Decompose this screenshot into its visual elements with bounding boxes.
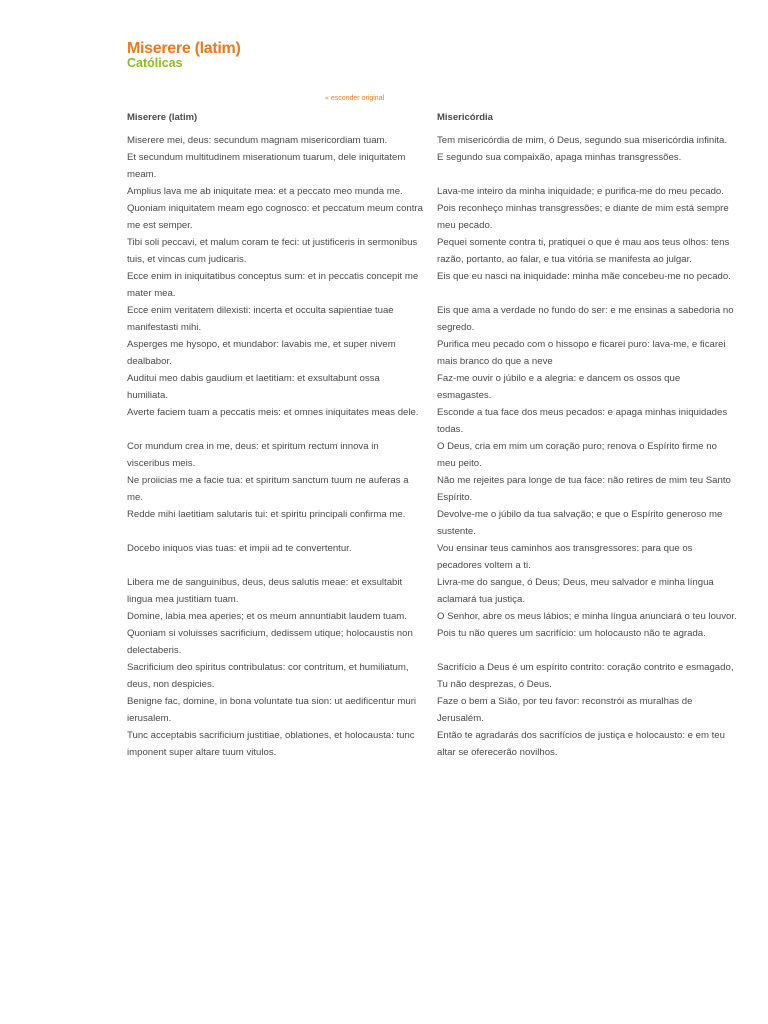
verse-row [127, 149, 737, 183]
translated-verse: Eis que eu nasci na iniquidade: minha mãe concebeu-me no pecado. [437, 271, 731, 282]
verse-row [127, 234, 737, 268]
original-verse: Benigne fac, domine, in bona voluntate tua sion: ut aedificentur muri ierusalem. [127, 696, 417, 724]
verse-row [127, 727, 737, 761]
translated-verse: Faze o bem a Sião, por teu favor: reconstrói as muralhas de Jerusalém. [437, 696, 693, 724]
original-verse: Quoniam iniquitatem meam ego cognosco: et peccatum meum contra me est semper. [127, 203, 423, 231]
translated-verse: Esconde a tua face dos meus pecados: e apaga minhas iniquidades todas. [437, 407, 728, 435]
verse-row [127, 625, 737, 659]
original-verse: Cor mundum crea in me, deus: et spiritum rectum innova in visceribus meis. [127, 441, 379, 469]
translated-verse: Livra-me do sangue, ó Deus; Deus, meu salvador e minha língua aclamará tua justiça. [437, 577, 714, 605]
translated-verse: Faz-me ouvir o júbilo e a alegria: e dancem os ossos que esmagastes. [437, 373, 681, 401]
original-verse: Amplius lava me ab iniquitate mea: et a peccato meo munda me. [127, 186, 403, 197]
original-verse: Ne proiicias me a facie tua: et spiritum sanctum tuum ne auferas a me. [127, 475, 409, 503]
verse-row [127, 268, 737, 302]
verse-row [127, 183, 737, 200]
original-verse: Asperges me hysopo, et mundabor: lavabis me, et super nivem dealbabor. [127, 339, 396, 367]
verse-row [127, 200, 737, 234]
original-verse: Tunc acceptabis sacrificium justitiae, oblationes, et holocausta: tunc imponent super altare tuum vitulos. [127, 730, 415, 758]
translated-verse: O Deus, cria em mim um coração puro; renova o Espírito firme no meu peito. [437, 441, 717, 469]
translated-verse: E segundo sua compaixão, apaga minhas transgressões. [437, 152, 682, 163]
hide-original-link[interactable]: « esconder original [325, 95, 385, 102]
original-verse: Tibi soli peccavi, et malum coram te feci: ut justificeris in sermonibus tuis, et vincas cum judicaris. [127, 237, 418, 265]
translated-verse: Tem misericórdia de mim, ó Deus, segundo sua misericórdia infinita. [437, 135, 728, 146]
translated-verse: Devolve-me o júbilo da tua salvação; e que o Espírito generoso me sustente. [437, 509, 723, 537]
translated-verse: Pois tu não queres um sacrifício: um holocausto não te agrada. [437, 628, 706, 639]
original-verse: Et secundum multitudinem miserationum tuarum, dele iniquitatem meam. [127, 152, 406, 180]
translated-verse: O Senhor, abre os meus lábios; e minha língua anunciará o teu louvor. [437, 611, 737, 622]
original-verse: Libera me de sanguinibus, deus, deus salutis meae: et exsultabit lingua mea justitiam tuam. [127, 577, 403, 605]
verse-row [127, 472, 737, 506]
verse-row [127, 540, 737, 574]
verse-row [127, 574, 737, 608]
song-title: Miserere (latim) [127, 40, 241, 57]
original-verse: Miserere mei, deus: secundum magnam misericordiam tuam. [127, 135, 388, 146]
original-verse: Quoniam si voluisses sacrificium, dedissem utique; holocaustis non delectaberis. [127, 628, 413, 656]
verse-row [127, 370, 737, 404]
translated-verse: Sacrifício a Deus é um espírito contrito: coração contrito e esmagado, Tu não desprezas, ó Deus. [437, 662, 734, 690]
translated-verse: Não me rejeites para longe de tua face: não retires de mim teu Santo Espírito. [437, 475, 731, 503]
verse-row [127, 336, 737, 370]
original-verse: Sacrificium deo spiritus contribulatus: cor contritum, et humiliatum, deus, non despicies. [127, 662, 409, 690]
original-verse: Auditui meo dabis gaudium et laetitiam: et exsultabunt ossa humiliata. [127, 373, 380, 401]
original-verse: Docebo iniquos vias tuas: et impii ad te convertentur. [127, 543, 352, 554]
verse-row [127, 438, 737, 472]
verse-row [127, 693, 737, 727]
translated-verse: Vou ensinar teus caminhos aos transgressores: para que os pecadores voltem a ti. [437, 543, 693, 571]
original-verse: Ecce enim in iniquitatibus conceptus sum: et in peccatis concepit me mater mea. [127, 271, 419, 299]
verse-row [127, 404, 737, 438]
translated-verse: Eis que ama a verdade no fundo do ser: e me ensinas a sabedoria no segredo. [437, 305, 734, 333]
original-verse: Ecce enim veritatem dilexisti: incerta et occulta sapientiae tuae manifestasti mihi. [127, 305, 394, 333]
verse-row [127, 506, 737, 540]
translated-verse: Lava-me inteiro da minha iniquidade; e purifica-me do meu pecado. [437, 186, 724, 197]
verse-row [127, 659, 737, 693]
translated-verse: Pois reconheço minhas transgressões; e diante de mim está sempre meu pecado. [437, 203, 729, 231]
verse-row [127, 302, 737, 336]
translated-verse: Purifica meu pecado com o hissopo e ficarei puro: lava-me, e ficarei mais branco do que a neve [437, 339, 726, 367]
original-column-heading: Miserere (latim) [127, 112, 198, 123]
translation-column-heading: Misericórdia [437, 112, 493, 123]
verse-row [127, 132, 737, 149]
translated-verse: Pequei somente contra ti, pratiquei o que é mau aos teus olhos: tens razão, portanto, ao falar, e tua vitória se manifesta ao julgar. [437, 237, 730, 265]
original-verse: Domine, labia mea aperies; et os meum annuntiabit laudem tuam. [127, 611, 407, 622]
original-verse: Redde mihi laetitiam salutaris tui: et spiritu principali confirma me. [127, 509, 406, 520]
artist-link[interactable]: Católicas [127, 56, 183, 70]
original-verse: Averte faciem tuam a peccatis meis: et omnes iniquitates meas dele. [127, 407, 419, 418]
lyrics-body [127, 132, 737, 761]
verse-row [127, 608, 737, 625]
translated-verse: Então te agradarás dos sacrifícios de justiça e holocausto: e em teu altar se oferecerão novilhos. [437, 730, 725, 758]
